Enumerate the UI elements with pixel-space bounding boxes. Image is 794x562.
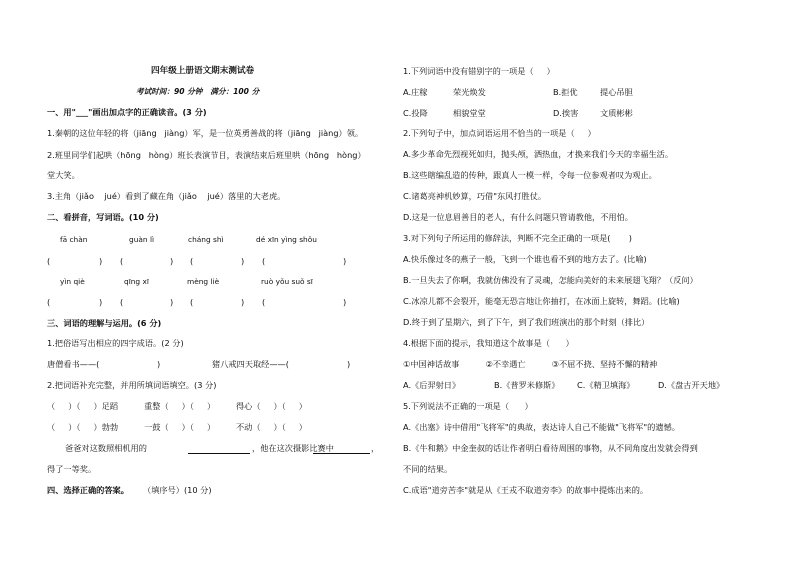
r-q4-option-a: A.《后羿射日》 [403, 380, 461, 390]
idiom-b-end: ) [347, 359, 351, 369]
r-q3-option-a: A.快乐像过冬的燕子一般，飞到一个谁也看不到的地方去了。(比喻) [403, 254, 647, 264]
r-q5-option-b-cont: 不同的结果。 [403, 464, 453, 474]
r-q2-option-a: A.多少革命先烈视死如归，抛头颅，洒热血，才换来我们今天的幸福生活。 [403, 149, 674, 159]
r-q1-option-a-word: 荣光焕发 [453, 87, 486, 97]
r-q1-option-a: A.庄稼 [403, 87, 428, 97]
section-1-heading: 一、用"___"画出加点字的正确读音。(3 分) [47, 107, 207, 117]
section-4-heading: 四、选择正确的答案。 [47, 485, 129, 495]
r-q4-option-b: B.《普罗米修斯》 [494, 380, 560, 390]
r-q3-stem: 3.对下列句子所运用的修辞法，判断不完全正确的一项是( ) [403, 233, 632, 243]
r-q4-hints: ①中国神话故事 ②不幸遇亡 ③不屈不挠、坚持不懈的精神 [403, 359, 658, 369]
r-q2-option-d: D.这是一位息眉善目的老人，有什么问题只管请教他，不用怕。 [403, 212, 633, 222]
r-q4-option-c: C.《精卫填海》 [577, 380, 635, 390]
sentence-part-d: 得了一等奖。 [47, 464, 97, 474]
r-q2-stem: 2.下列句子中，加点词语运用不恰当的一项是（ ） [403, 128, 596, 138]
pinyin-item: dé xīn yìng shǒu [256, 235, 317, 244]
r-q3-option-b: B.一旦失去了你啊，我就仿佛没有了灵魂，怎能向美好的未来展翅飞翔？（反问） [403, 275, 698, 285]
r-q5-option-c: C.成语"道旁苦李"就是从《王戎不取道旁李》的故事中提炼出来的。 [403, 485, 649, 495]
r-q1-option-c-word: 相貌堂堂 [453, 108, 486, 118]
s3-question-1: 1.把俗语写出相应的四字成语。(2 分) [47, 338, 184, 348]
answer-paren-open: ( [47, 297, 51, 307]
s1-question-2: 2.班里同学们起哄（hōng hòng）班长表演节目，表演结束后班里哄（hōng hòng） [47, 150, 366, 160]
blank-line-1 [188, 453, 250, 454]
sentence-part-b: ，他在这次摄影比赛中 [252, 443, 334, 453]
section-4-heading-tail: （填序号）(10 分) [143, 485, 212, 495]
r-q1-option-d-word: 文质彬彬 [600, 108, 633, 118]
r-q4-option-d: D.《盘古开天地》 [658, 380, 725, 390]
answer-paren-close: ) [343, 256, 347, 266]
idiom-b-label: 猪八戒四天取经——( [212, 359, 289, 369]
answer-paren-close: ) [241, 256, 245, 266]
idiom-a-end: ) [157, 359, 161, 369]
answer-paren-open: ( [262, 297, 266, 307]
r-q1-option-b-word: 提心吊胆 [600, 87, 633, 97]
s1-question-3: 3.主角（jiǎo jué）看到了藏在角（jiǎo jué）落里的大老虎。 [47, 191, 286, 201]
page-title: 四年级上册语文期末测试卷 [151, 66, 255, 76]
section-2-heading: 二、看拼音，写词语。(10 分) [47, 212, 159, 222]
answer-paren-close: ) [170, 256, 174, 266]
pinyin-item: cháng shì [188, 235, 224, 244]
r-q1-option-c: C.投降 [403, 108, 428, 118]
sentence-part-a: 爸爸对这数照相机用的 [65, 443, 147, 453]
r-q2-option-c: C.诸葛亮神机妙算，巧借"东风打胜仗。 [403, 191, 547, 201]
pinyin-item: guàn lì [129, 235, 155, 244]
answer-paren-close: ) [99, 297, 103, 307]
fill-row-2: （ ）（ ）勃勃 一鼓（ ）（ ） 不动（ ）（ ） [47, 422, 307, 432]
s1-question-2-cont: 堂大笑。 [47, 170, 80, 180]
answer-paren-open: ( [120, 256, 124, 266]
pinyin-item: mèng liè [187, 277, 220, 286]
section-3-heading: 三、词语的理解与运用。(6 分) [47, 318, 162, 328]
s3-question-2: 2.把词语补充完整，并用所填词语填空。(3 分) [47, 380, 217, 390]
r-q1-option-d: D.挨害 [553, 108, 579, 118]
answer-paren-open: ( [262, 256, 266, 266]
idiom-a-label: 唐僧看书——( [47, 359, 100, 369]
r-q1-option-b: B.拒优 [553, 87, 578, 97]
pinyin-item: yìn qiè [60, 277, 85, 286]
blank-line-2 [313, 453, 370, 454]
answer-paren-close: ) [241, 297, 245, 307]
pinyin-item: fā chàn [60, 235, 88, 244]
pinyin-item: ruò yǒu suǒ sī [261, 277, 313, 286]
sentence-part-c: ， [371, 443, 380, 453]
exam-meta: 考试时间：90 分钟 满分：100 分 [136, 87, 260, 96]
answer-paren-open: ( [120, 297, 124, 307]
r-q3-option-c: C.冰凉儿都不会裂开，能毫无恐言地让你抽打，在冰面上旋转，舞蹈。(比喻) [403, 296, 680, 306]
answer-paren-open: ( [190, 297, 194, 307]
r-q5-option-b: B.《牛和鹅》中金奎叔的话让作者明白看待周围的事物，从不同角度出发就会得到 [403, 443, 698, 453]
r-q1-stem: 1.下列词语中没有错别字的一项是（ ） [403, 66, 555, 76]
r-q5-option-a: A.《出塞》诗中借用"飞将军"的典故，表达诗人自己不能做"飞将军"的遗憾。 [403, 422, 680, 432]
pinyin-item: qīng xī [124, 277, 149, 286]
fill-row-1: （ ）（ ）足蹈 重整（ ）（ ） 得心（ ）（ ） [47, 401, 307, 411]
r-q4-stem: 4.根据下面的提示，我知道这个故事是（ ） [403, 338, 574, 348]
r-q2-option-b: B.这些瞎编乱造的传种，跟真人一模一样，令每一位参观者叹为观止。 [403, 170, 657, 180]
r-q3-option-d: D.终于到了星期六，到了下午，到了我们班演出的那个时刻（排比） [403, 317, 650, 327]
answer-paren-close: ) [343, 297, 347, 307]
s1-question-1: 1.秦朝的这位年轻的将（jiāng jiàng）军，是一位英勇善战的将（jiāng jiàng）领。 [47, 128, 364, 138]
answer-paren-open: ( [47, 256, 51, 266]
answer-paren-close: ) [170, 297, 174, 307]
answer-paren-close: ) [99, 256, 103, 266]
answer-paren-open: ( [190, 256, 194, 266]
r-q5-stem: 5.下列说法不正确的一项是（ ） [403, 401, 533, 411]
